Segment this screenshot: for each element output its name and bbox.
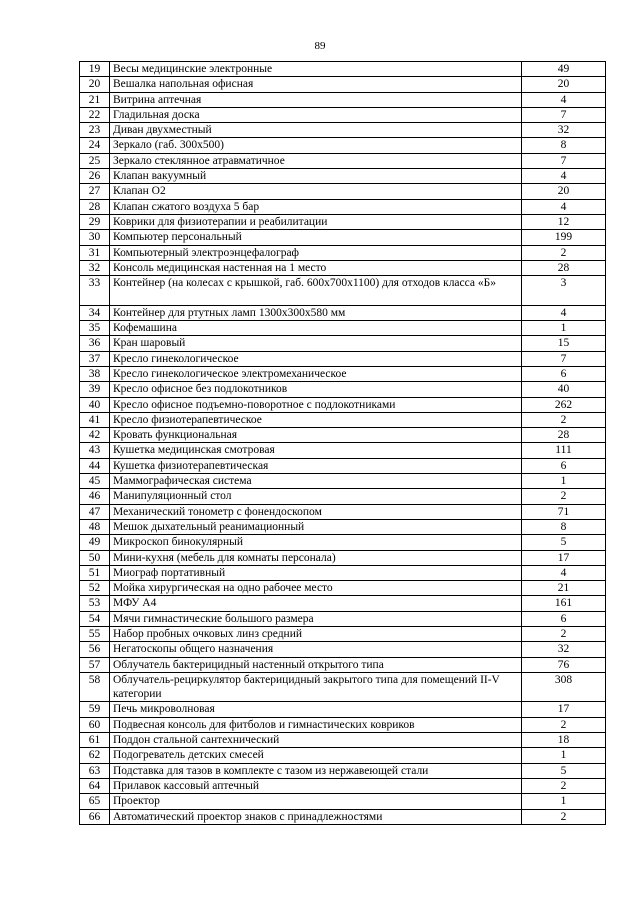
item-name-cell: Зеркало стеклянное атравматичное	[110, 153, 522, 168]
quantity-cell: 6	[522, 366, 606, 381]
row-number-cell: 21	[80, 92, 110, 107]
quantity-cell: 1	[522, 748, 606, 763]
table-row	[80, 474, 606, 489]
table-row	[80, 778, 606, 793]
item-name-cell: Прилавок кассовый аптечный	[110, 778, 522, 793]
item-name-cell: Кресло офисное подъемно-поворотное с подлокотниками	[110, 397, 522, 412]
quantity-cell: 161	[522, 596, 606, 611]
item-name-cell: Кран шаровый	[110, 336, 522, 351]
row-number-cell: 38	[80, 366, 110, 381]
item-name-cell: Мини-кухня (мебель для комнаты персонала)	[110, 550, 522, 565]
table-row	[80, 62, 606, 77]
row-number-cell: 32	[80, 260, 110, 275]
quantity-cell: 17	[522, 702, 606, 717]
item-name-cell: Механический тонометр с фонендоскопом	[110, 504, 522, 519]
table-row	[80, 138, 606, 153]
quantity-cell: 3	[522, 276, 606, 306]
item-name-cell: Миограф портативный	[110, 565, 522, 580]
table-row	[80, 596, 606, 611]
row-number-cell: 43	[80, 443, 110, 458]
table-row	[80, 92, 606, 107]
quantity-cell: 8	[522, 519, 606, 534]
table-row	[80, 428, 606, 443]
table-row	[80, 763, 606, 778]
row-number-cell: 62	[80, 748, 110, 763]
row-number-cell: 57	[80, 657, 110, 672]
quantity-cell: 20	[522, 184, 606, 199]
row-number-cell: 23	[80, 123, 110, 138]
quantity-cell: 7	[522, 153, 606, 168]
quantity-cell: 20	[522, 77, 606, 92]
item-name-cell: Коврики для физиотерапии и реабилитации	[110, 214, 522, 229]
row-number-cell: 53	[80, 596, 110, 611]
row-number-cell: 54	[80, 611, 110, 626]
table-row	[80, 305, 606, 320]
table-row	[80, 321, 606, 336]
row-number-cell: 33	[80, 276, 110, 306]
row-number-cell: 50	[80, 550, 110, 565]
table-row	[80, 519, 606, 534]
item-name-cell: Контейнер (на колесах с крышкой, габ. 600х700х1100) для отходов класса «Б»	[110, 276, 522, 306]
item-name-cell: Консоль медицинская настенная на 1 место	[110, 260, 522, 275]
quantity-cell: 2	[522, 717, 606, 732]
item-name-cell: Клапан вакуумный	[110, 169, 522, 184]
item-name-cell: Зеркало (габ. 300х500)	[110, 138, 522, 153]
item-name-cell: Кресло офисное без подлокотников	[110, 382, 522, 397]
row-number-cell: 51	[80, 565, 110, 580]
quantity-cell: 262	[522, 397, 606, 412]
row-number-cell: 19	[80, 62, 110, 77]
quantity-cell: 1	[522, 794, 606, 809]
table-row	[80, 657, 606, 672]
table-row	[80, 184, 606, 199]
row-number-cell: 36	[80, 336, 110, 351]
equipment-table-body	[80, 62, 606, 825]
table-row	[80, 351, 606, 366]
item-name-cell: Весы медицинские электронные	[110, 62, 522, 77]
item-name-cell: Облучатель-рециркулятор бактерицидный закрытого типа для помещений II-V категории	[110, 672, 522, 702]
quantity-cell: 2	[522, 245, 606, 260]
table-row	[80, 107, 606, 122]
table-row	[80, 276, 606, 306]
row-number-cell: 39	[80, 382, 110, 397]
row-number-cell: 47	[80, 504, 110, 519]
item-name-cell: Кресло гинекологическое	[110, 351, 522, 366]
quantity-cell: 40	[522, 382, 606, 397]
item-name-cell: Диван двухместный	[110, 123, 522, 138]
quantity-cell: 2	[522, 809, 606, 824]
item-name-cell: Микроскоп бинокулярный	[110, 535, 522, 550]
quantity-cell: 18	[522, 733, 606, 748]
row-number-cell: 61	[80, 733, 110, 748]
table-row	[80, 77, 606, 92]
item-name-cell: Проектор	[110, 794, 522, 809]
row-number-cell: 60	[80, 717, 110, 732]
quantity-cell: 2	[522, 778, 606, 793]
item-name-cell: Кофемашина	[110, 321, 522, 336]
table-row	[80, 702, 606, 717]
row-number-cell: 31	[80, 245, 110, 260]
table-row	[80, 717, 606, 732]
item-name-cell: Печь микроволновая	[110, 702, 522, 717]
row-number-cell: 48	[80, 519, 110, 534]
row-number-cell: 35	[80, 321, 110, 336]
item-name-cell: Набор пробных очковых линз средний	[110, 626, 522, 641]
item-name-cell: Облучатель бактерицидный настенный открытого типа	[110, 657, 522, 672]
table-row	[80, 626, 606, 641]
item-name-cell: Автоматический проектор знаков с принадлежностями	[110, 809, 522, 824]
item-name-cell: Кресло физиотерапевтическое	[110, 412, 522, 427]
row-number-cell: 26	[80, 169, 110, 184]
item-name-cell: Подогреватель детских смесей	[110, 748, 522, 763]
row-number-cell: 37	[80, 351, 110, 366]
quantity-cell: 49	[522, 62, 606, 77]
table-row	[80, 382, 606, 397]
table-row	[80, 489, 606, 504]
row-number-cell: 41	[80, 412, 110, 427]
table-row	[80, 169, 606, 184]
item-name-cell: Поддон стальной сантехнический	[110, 733, 522, 748]
item-name-cell: Компьютер персональный	[110, 230, 522, 245]
item-name-cell: Компьютерный электроэнцефалограф	[110, 245, 522, 260]
table-row	[80, 809, 606, 824]
table-row	[80, 535, 606, 550]
table-row	[80, 642, 606, 657]
table-row	[80, 123, 606, 138]
row-number-cell: 63	[80, 763, 110, 778]
table-row	[80, 412, 606, 427]
row-number-cell: 59	[80, 702, 110, 717]
quantity-cell: 7	[522, 107, 606, 122]
quantity-cell: 4	[522, 92, 606, 107]
quantity-cell: 17	[522, 550, 606, 565]
quantity-cell: 2	[522, 626, 606, 641]
quantity-cell: 32	[522, 123, 606, 138]
quantity-cell: 199	[522, 230, 606, 245]
table-row	[80, 230, 606, 245]
quantity-cell: 32	[522, 642, 606, 657]
row-number-cell: 58	[80, 672, 110, 702]
row-number-cell: 55	[80, 626, 110, 641]
quantity-cell: 2	[522, 489, 606, 504]
row-number-cell: 65	[80, 794, 110, 809]
quantity-cell: 7	[522, 351, 606, 366]
quantity-cell: 5	[522, 763, 606, 778]
item-name-cell: Клапан сжатого воздуха 5 бар	[110, 199, 522, 214]
quantity-cell: 1	[522, 321, 606, 336]
quantity-cell: 71	[522, 504, 606, 519]
quantity-cell: 308	[522, 672, 606, 702]
table-row	[80, 581, 606, 596]
row-number-cell: 44	[80, 458, 110, 473]
row-number-cell: 42	[80, 428, 110, 443]
table-row	[80, 153, 606, 168]
table-row	[80, 550, 606, 565]
quantity-cell: 6	[522, 611, 606, 626]
quantity-cell: 76	[522, 657, 606, 672]
quantity-cell: 111	[522, 443, 606, 458]
item-name-cell: Кресло гинекологическое электромеханическое	[110, 366, 522, 381]
table-row	[80, 794, 606, 809]
item-name-cell: Манипуляционный стол	[110, 489, 522, 504]
table-row	[80, 336, 606, 351]
table-row	[80, 214, 606, 229]
table-row	[80, 611, 606, 626]
item-name-cell: Мойка хирургическая на одно рабочее место	[110, 581, 522, 596]
item-name-cell: Витрина аптечная	[110, 92, 522, 107]
quantity-cell: 4	[522, 305, 606, 320]
page-number: 89	[314, 40, 326, 52]
table-row	[80, 199, 606, 214]
quantity-cell: 2	[522, 412, 606, 427]
row-number-cell: 40	[80, 397, 110, 412]
row-number-cell: 64	[80, 778, 110, 793]
table-row	[80, 733, 606, 748]
item-name-cell: Вешалка напольная офисная	[110, 77, 522, 92]
row-number-cell: 24	[80, 138, 110, 153]
row-number-cell: 66	[80, 809, 110, 824]
row-number-cell: 25	[80, 153, 110, 168]
table-row	[80, 260, 606, 275]
table-row	[80, 458, 606, 473]
row-number-cell: 52	[80, 581, 110, 596]
item-name-cell: Контейнер для ртутных ламп 1300х300х580 мм	[110, 305, 522, 320]
item-name-cell: Маммографическая система	[110, 474, 522, 489]
quantity-cell: 5	[522, 535, 606, 550]
equipment-table	[79, 61, 606, 825]
item-name-cell: Мешок дыхательный реанимационный	[110, 519, 522, 534]
row-number-cell: 27	[80, 184, 110, 199]
quantity-cell: 8	[522, 138, 606, 153]
table-row	[80, 397, 606, 412]
row-number-cell: 45	[80, 474, 110, 489]
table-row	[80, 443, 606, 458]
quantity-cell: 4	[522, 565, 606, 580]
row-number-cell: 28	[80, 199, 110, 214]
row-number-cell: 30	[80, 230, 110, 245]
item-name-cell: Подвесная консоль для фитболов и гимнастических ковриков	[110, 717, 522, 732]
item-name-cell: Клапан О2	[110, 184, 522, 199]
table-row	[80, 748, 606, 763]
quantity-cell: 1	[522, 474, 606, 489]
quantity-cell: 6	[522, 458, 606, 473]
row-number-cell: 22	[80, 107, 110, 122]
quantity-cell: 15	[522, 336, 606, 351]
item-name-cell: Кровать функциональная	[110, 428, 522, 443]
item-name-cell: Подставка для тазов в комплекте с тазом из нержавеющей стали	[110, 763, 522, 778]
row-number-cell: 46	[80, 489, 110, 504]
table-row	[80, 672, 606, 702]
row-number-cell: 29	[80, 214, 110, 229]
quantity-cell: 4	[522, 199, 606, 214]
table-row	[80, 245, 606, 260]
row-number-cell: 34	[80, 305, 110, 320]
quantity-cell: 28	[522, 428, 606, 443]
item-name-cell: МФУ А4	[110, 596, 522, 611]
quantity-cell: 12	[522, 214, 606, 229]
table-row	[80, 565, 606, 580]
item-name-cell: Кушетка медицинская смотровая	[110, 443, 522, 458]
item-name-cell: Кушетка физиотерапевтическая	[110, 458, 522, 473]
quantity-cell: 21	[522, 581, 606, 596]
quantity-cell: 28	[522, 260, 606, 275]
row-number-cell: 56	[80, 642, 110, 657]
quantity-cell: 4	[522, 169, 606, 184]
item-name-cell: Негатоскопы общего назначения	[110, 642, 522, 657]
table-row	[80, 504, 606, 519]
row-number-cell: 20	[80, 77, 110, 92]
table-row	[80, 366, 606, 381]
row-number-cell: 49	[80, 535, 110, 550]
item-name-cell: Мячи гимнастические большого размера	[110, 611, 522, 626]
item-name-cell: Гладильная доска	[110, 107, 522, 122]
